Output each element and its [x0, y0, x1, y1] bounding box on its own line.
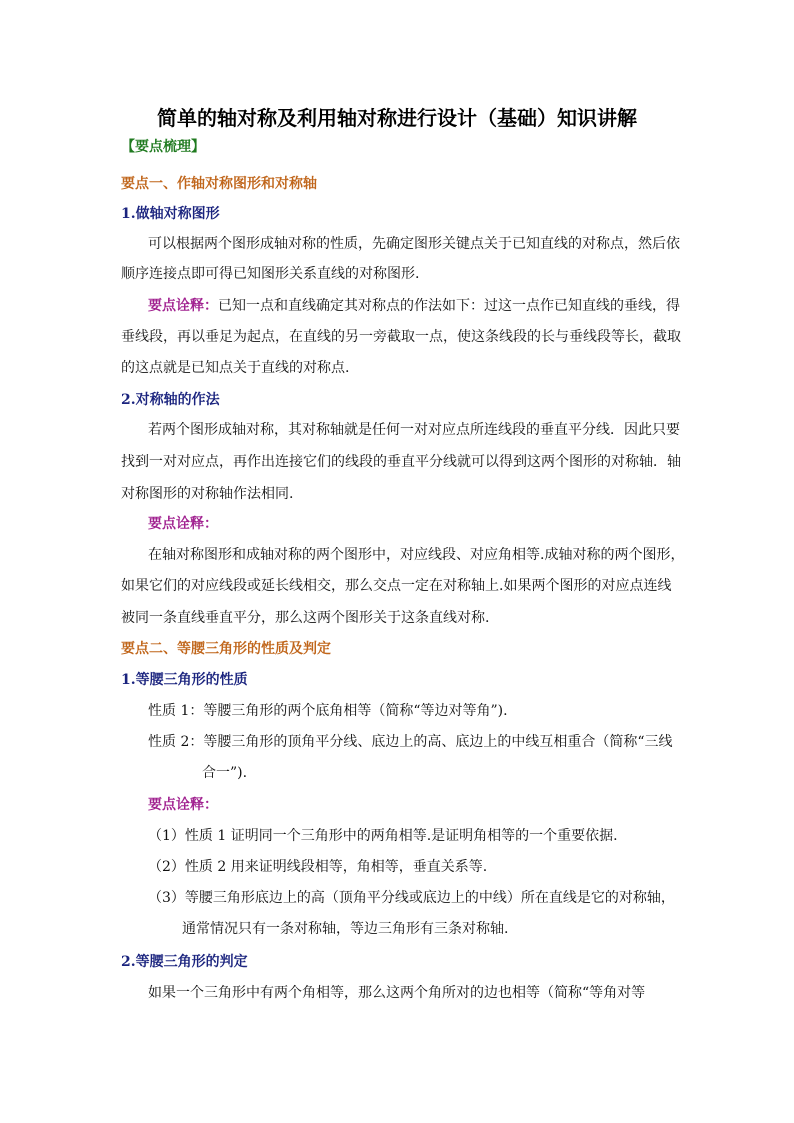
note-line: 在轴对称图形和成轴对称的两个图形中，对应线段、对应角相等.成轴对称的两个图形， — [148, 547, 685, 563]
list-item: （2）性质 2 用来证明线段相等，角相等，垂直关系等. — [148, 859, 488, 875]
paragraph-line: 如果一个三角形中有两个角相等，那么这两个角所对的边也相等（简称“等角对等 — [148, 985, 646, 1001]
list-item: （1）性质 1 证明同一个三角形中的两角相等.是证明角相等的一个重要依据. — [148, 828, 618, 844]
note-line: 垂线段，再以垂足为起点，在直线的另一旁截取一点，使这条线段的长与垂线段等长，截取 — [121, 329, 681, 345]
note-text: 已知一点和直线确定其对称点的作法如下：过这一点作已知直线的垂线，得 — [218, 298, 680, 314]
paragraph-line: 对称图形的对称轴作法相同. — [121, 486, 294, 502]
point2-sub2-heading: 2.等腰三角形的判定 — [121, 954, 248, 970]
note-label: 要点诠释： — [148, 298, 218, 314]
point1-heading: 要点一、作轴对称图形和对称轴 — [121, 176, 317, 192]
point2-sub1-heading: 1.等腰三角形的性质 — [121, 672, 248, 688]
note-line: 的这点就是已知点关于直线的对称点. — [121, 360, 350, 376]
point1-sub2-heading: 2.对称轴的作法 — [121, 392, 220, 408]
note-line — [148, 296, 680, 316]
note-line: 被同一条直线垂直平分，那么这两个图形关于这条直线对称. — [121, 610, 490, 626]
list-item: 通常情况只有一条对称轴，等边三角形有三条对称轴. — [182, 921, 509, 937]
paragraph-line: 找到一对对应点，再作出连接它们的线段的垂直平分线就可以得到这两个图形的对称轴．轴 — [121, 454, 681, 470]
section-tag: 【要点梳理】 — [121, 139, 205, 155]
paragraph-line: 若两个图形成轴对称，其对称轴就是任何一对对应点所连线段的垂直平分线．因此只要 — [148, 422, 680, 438]
paragraph-line: 顺序连接点即可得已知图形关系直线的对称图形. — [121, 266, 420, 282]
property-line: 性质 2：等腰三角形的顶角平分线、底边上的高、底边上的中线互相重合（简称“三线 — [148, 734, 673, 750]
paragraph-line: 可以根据两个图形成轴对称的性质，先确定图形关键点关于已知直线的对称点，然后依 — [148, 236, 680, 252]
note-line: 如果它们的对应线段或延长线相交，那么交点一定在对称轴上.如果两个图形的对应点连线 — [121, 578, 672, 594]
property-line: 性质 1：等腰三角形的两个底角相等（简称“等边对等角”). — [148, 703, 508, 719]
page-title: 简单的轴对称及利用轴对称进行设计（基础）知识讲解 — [157, 106, 637, 130]
property-line: 合一”). — [202, 765, 248, 781]
point1-sub1-heading: 1.做轴对称图形 — [121, 206, 220, 222]
point2-heading: 要点二、等腰三角形的性质及判定 — [121, 641, 331, 657]
note-label: 要点诠释： — [148, 797, 218, 813]
list-item: （3）等腰三角形底边上的高（顶角平分线或底边上的中线）所在直线是它的对称轴， — [148, 890, 675, 906]
note-label: 要点诠释： — [148, 516, 218, 532]
